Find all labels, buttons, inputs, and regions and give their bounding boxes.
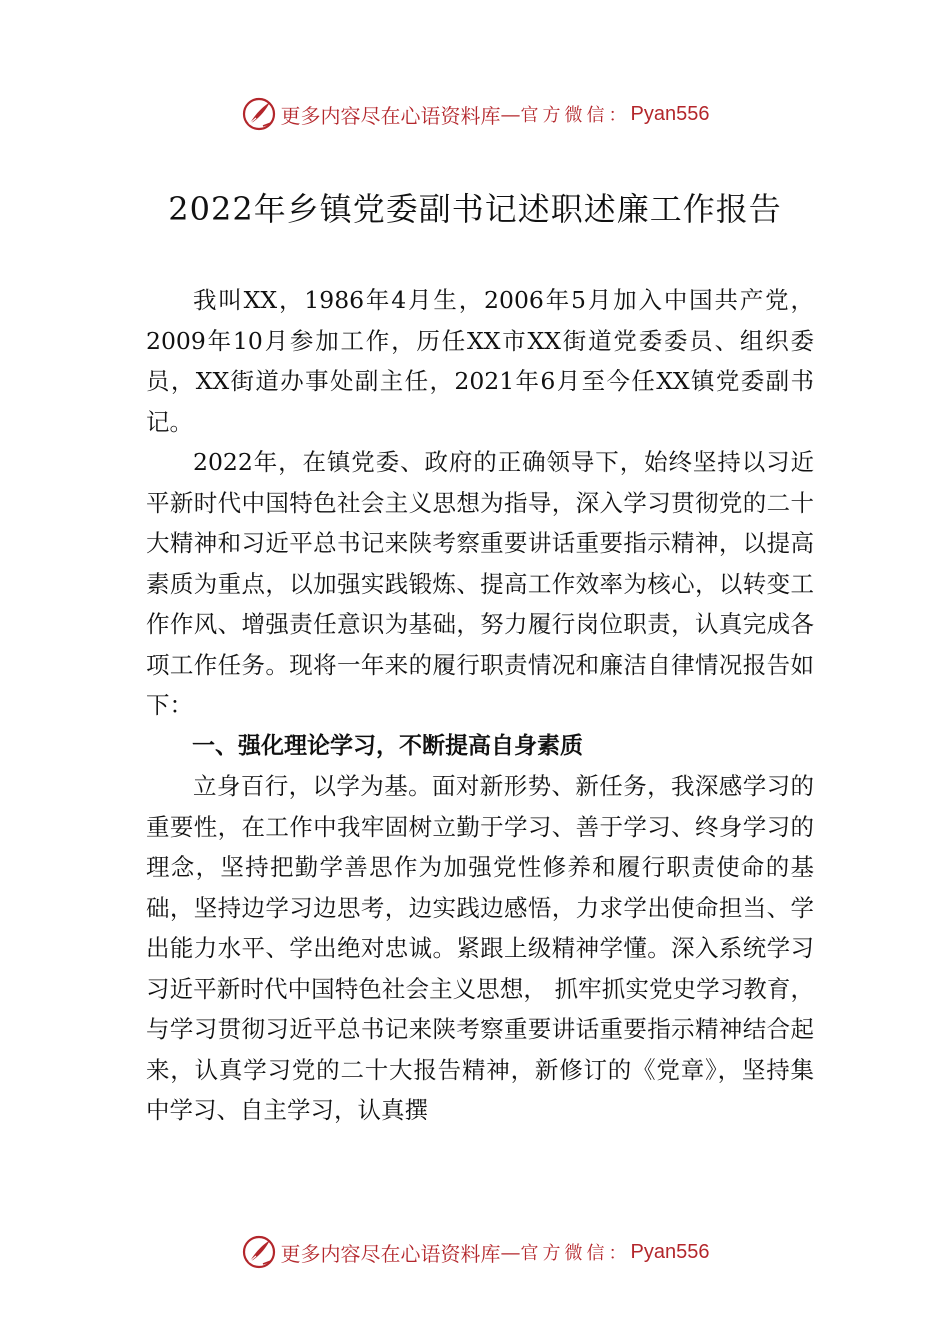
- document-title: 2022年乡镇党委副书记述职述廉工作报告: [168, 190, 782, 228]
- overview-paragraph: 2022年，在镇党委、政府的正确领导下，始终坚持以习近平新时代中国特色社会主义思想为指导，深入学习贯彻党的二十大精神和习近平总书记来陕考察重要讲话重要指示精神，以提高素质为重点，以加强实践锻炼、提高工作效率为核心，以转变工作作风、增强责任意识为基础，努力履行岗位职责，认真完成各项工作任务。现将一年来的履行职责情况和廉洁自律情况报告如下：: [146, 448, 814, 719]
- banner-wechat-label: 官方微信：: [520, 105, 631, 126]
- header-banner: [0, 94, 950, 134]
- banner-wechat-id: Pyan556: [630, 1240, 710, 1263]
- banner-separator: —: [500, 102, 521, 126]
- banner-slogan: 更多内容尽在心语资料库: [280, 103, 501, 128]
- banner-slogan: 更多内容尽在心语资料库: [280, 1241, 501, 1266]
- quill-logo-icon: [241, 1234, 277, 1270]
- banner-wechat-label: 官方微信：: [520, 1243, 631, 1264]
- document-body: [146, 280, 814, 1131]
- intro-paragraph: 我叫XX，1986年4月生，2006年5月加入中国共产党，2009年10月参加工作，历任XX市XX街道党委委员、组织委员，XX街道办事处副主任，2021年6月至今任XX镇党委副书记。: [146, 286, 814, 436]
- banner-separator: —: [500, 1240, 521, 1264]
- quill-logo-icon: [241, 96, 277, 132]
- section-paragraph: 立身百行，以学为基。面对新形势、新任务，我深感学习的重要性，在工作中我牢固树立勤于学习、善于学习、终身学习的理念，坚持把勤学善思作为加强党性修养和履行职责使命的基础，坚持边学习边思考，边实践边感悟，力求学出使命担当、学出能力水平、学出绝对忠诚。紧跟上级精神学懂。深入系统学习习近平新时代中国特色社会主义思想， 抓牢抓实党史学习教育，与学习贯彻习近平总书记来陕考察重要讲话重要指示精神结合起来，认真学习党的二十大报告精神，新修订的《党章》，坚持集中学习、自主学习，认真撰: [146, 772, 814, 1124]
- section-heading: 一、强化理论学习，不断提高自身素质: [192, 732, 583, 759]
- banner-wechat-id: Pyan556: [630, 102, 710, 125]
- footer-banner: [0, 1232, 950, 1272]
